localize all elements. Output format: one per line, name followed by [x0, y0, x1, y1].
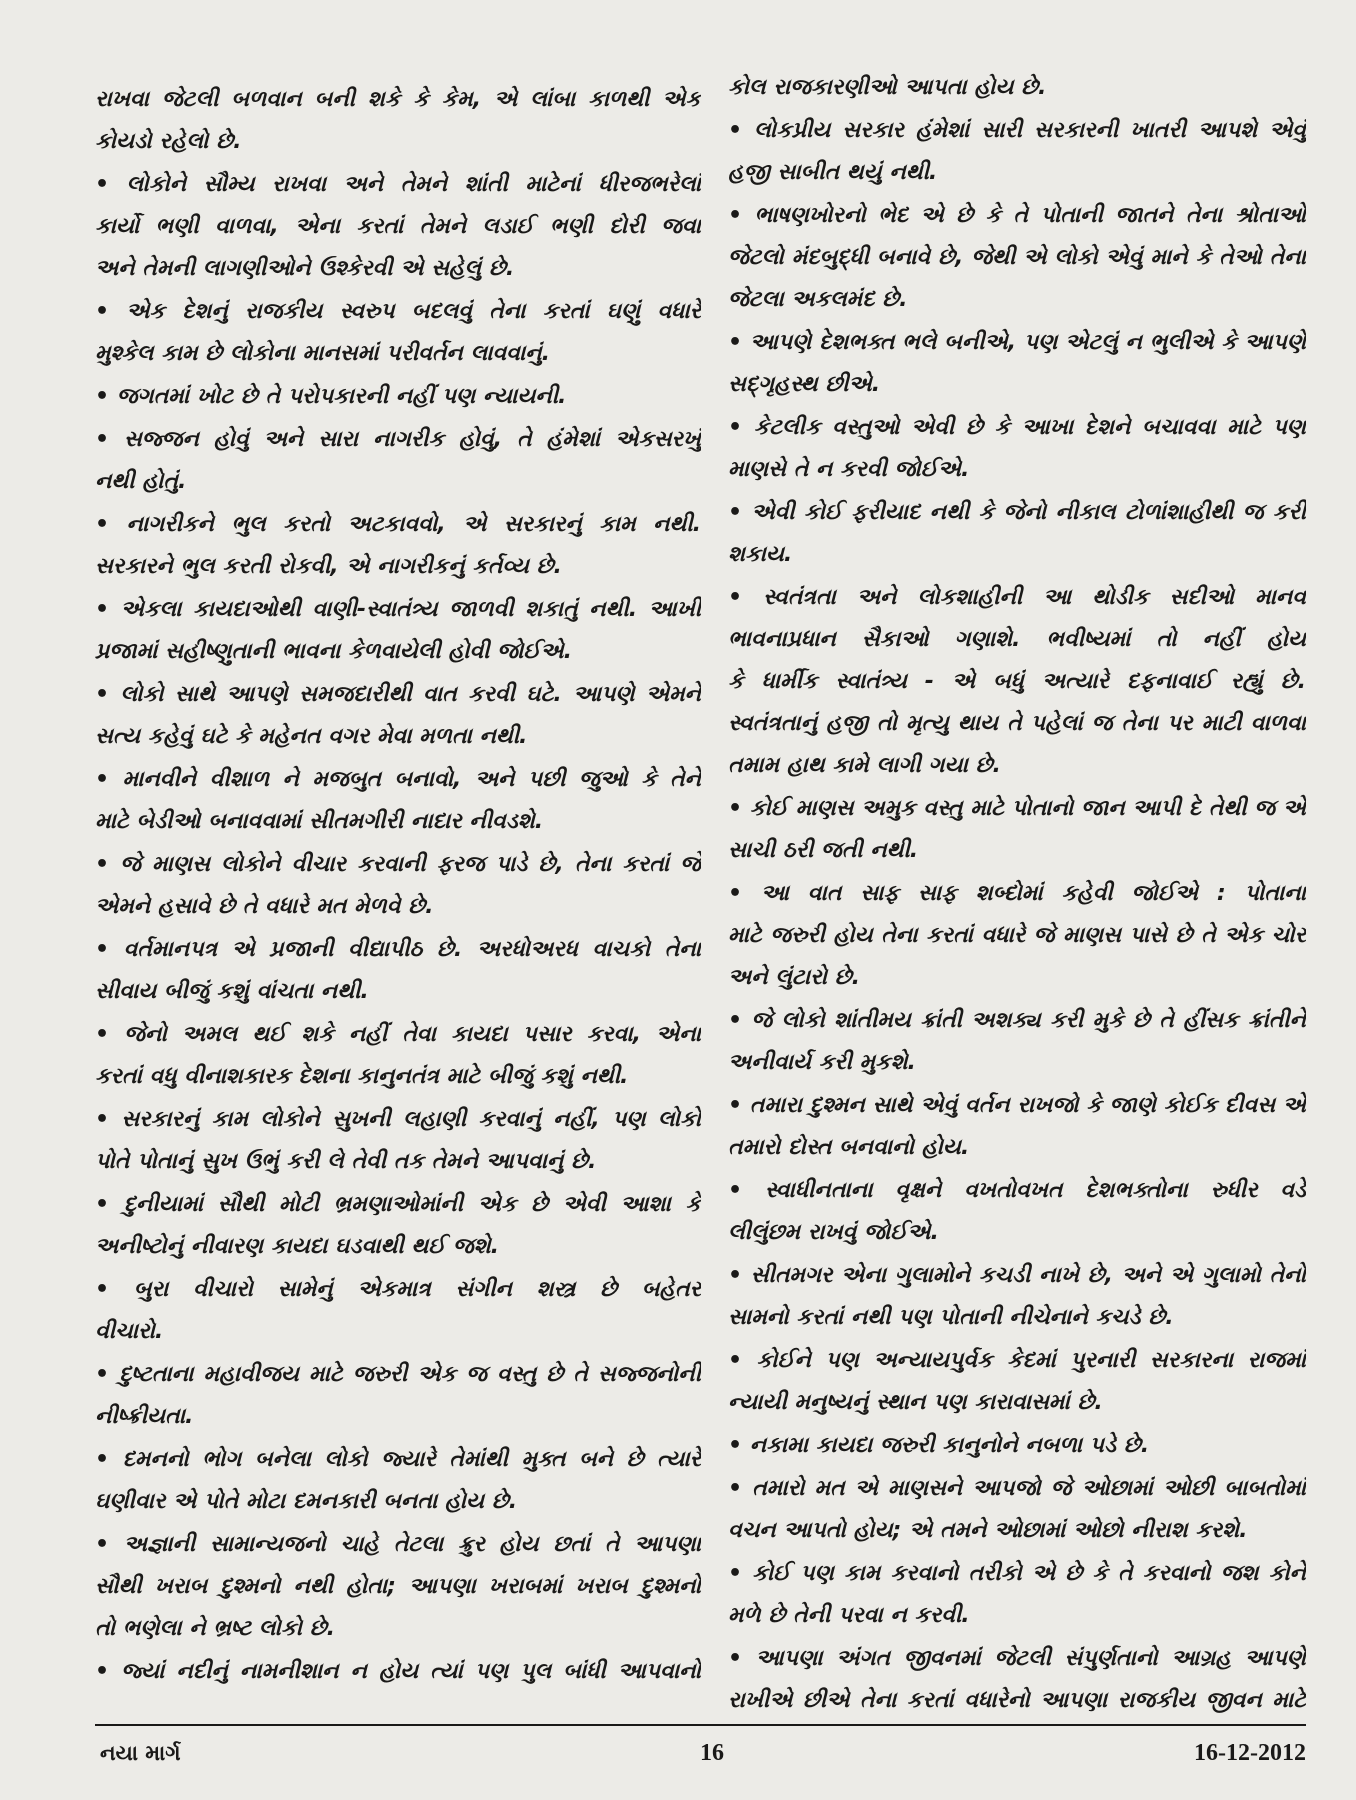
text-line: નીષ્ક્રીયતા. — [95, 1404, 194, 1429]
text-line: ભાવનાપ્રધાન સૈકાઓ ગણાશે. ભવીષ્યમાં તો નહીં હોય — [728, 627, 1306, 652]
text-line: સાચી ઠરી જતી નથી. — [728, 838, 919, 863]
text-line: • આપણે દેશભક્ત ભલે બનીએ, પણ એટલું ન ભુલીએ કે આપણે — [728, 330, 1306, 355]
text-line: પોતે પોતાનું સુખ ઉભું કરી લે તેવી તક તેમને આપવાનું છે. — [95, 1149, 597, 1174]
quote-paragraph — [728, 577, 1306, 787]
text-line: • સરકારનું કામ લોકોને સુખની લહાણી કરવાનું નહીં, પણ લોકો — [95, 1107, 701, 1132]
text-line: • નકામા કાયદા જરુરી કાનુનોને નબળા પડે છે. — [728, 1433, 1150, 1458]
quote-paragraph — [95, 1524, 701, 1650]
quote-paragraph — [728, 67, 1306, 109]
quote-paragraph — [728, 195, 1306, 321]
text-line: • સ્વતંત્રતા અને લોકશાહીની આ થોડીક સદીઓ માનવ — [728, 585, 1306, 610]
text-line: વીચારો. — [95, 1319, 164, 1344]
quote-paragraph — [95, 376, 701, 418]
quote-paragraph — [728, 1170, 1306, 1254]
text-line: માટે જરુરી હોય તેના કરતાં વધારે જે માણસ પાસે છે તે એક ચોર — [728, 923, 1306, 948]
text-line: • બુરા વીચારો સામેનું એકમાત્ર સંગીન શસ્ત્ર છે બહેતર — [95, 1277, 701, 1302]
text-line: કાર્યો ભણી વાળવા, એના કરતાં તેમને લડાઈ ભણી દોરી જવા — [95, 214, 701, 239]
quote-paragraph — [728, 407, 1306, 491]
text-line: લીલુંછમ રાખવું જોઈએ. — [728, 1220, 939, 1245]
text-line: જેટલો મંદબુદ્ધી બનાવે છે, જેથી એ લોકો એવું માને કે તેઓ તેના — [728, 245, 1306, 270]
issue-date: 16-12-2012 — [1194, 1740, 1306, 1766]
quote-paragraph — [728, 788, 1306, 872]
text-line: માણસે તે ન કરવી જોઈએ. — [728, 457, 970, 482]
text-line: • તમારા દુશ્મન સાથે એવું વર્તન રાખજો કે જાણે કોઈક દીવસ એ — [728, 1093, 1306, 1118]
text-line: • અજ્ઞાની સામાન્યજનો ચાહે તેટલા ક્રુર હોય છતાં તે આપણા — [95, 1532, 701, 1557]
text-line: એમને હસાવે છે તે વધારે મત મેળવે છે. — [95, 894, 434, 919]
quote-paragraph — [728, 1255, 1306, 1339]
text-line: • લોકપ્રીય સરકાર હંમેશાં સારી સરકારની ખાતરી આપશે એવું — [728, 118, 1306, 143]
text-line: • એવી કોઈ ફરીયાદ નથી કે જેનો નીકાલ ટોળાંશાહીથી જ કરી — [728, 500, 1306, 525]
text-line: • આપણા અંગત જીવનમાં જેટલી સંપુર્ણતાનો આગ્રહ આપણે — [728, 1646, 1306, 1671]
quote-paragraph — [95, 1014, 701, 1098]
text-line: • દુનીયામાં સૌથી મોટી ભ્રમણાઓમાંની એક છે એવી આશા કે — [95, 1192, 701, 1217]
text-line: તો ભણેલા ને ભ્રષ્ટ લોકો છે. — [95, 1616, 335, 1641]
right-column — [728, 67, 1306, 1723]
text-line: હજી સાબીત થયું નથી. — [728, 160, 938, 185]
text-line: જેટલા અકલમંદ છે. — [728, 287, 908, 312]
quote-paragraph — [728, 1638, 1306, 1722]
footer-rule — [95, 1724, 1306, 1726]
text-line: કે ધાર્મીક સ્વાતંત્ર્ય - એ બધું અત્યારે દફનાવાઈ રહ્યું છે. — [728, 669, 1306, 694]
text-line: તમારો દોસ્ત બનવાનો હોય. — [728, 1135, 970, 1160]
quote-paragraph — [95, 1184, 701, 1268]
text-line: અનીષ્ટોનું નીવારણ કાયદા ઘડવાથી થઈ જશે. — [95, 1234, 500, 1259]
text-line: • કોઈ માણસ અમુક વસ્તુ માટે પોતાનો જાન આપી દે તેથી જ એ — [728, 796, 1306, 821]
quote-paragraph — [728, 1468, 1306, 1552]
text-line: • સીતમગર એના ગુલામોને કચડી નાખે છે, અને એ ગુલામો તેનો — [728, 1263, 1306, 1288]
quote-paragraph — [728, 1085, 1306, 1169]
text-line: • કેટલીક વસ્તુઓ એવી છે કે આખા દેશને બચાવવા માટે પણ — [728, 415, 1306, 440]
magazine-name: નયા માર્ગ — [100, 1741, 181, 1765]
text-line: કોયડો રહેલો છે. — [95, 129, 242, 154]
text-line: • નાગરીકને ભુલ કરતો અટકાવવો, એ સરકારનું કામ નથી. — [95, 512, 701, 537]
quote-paragraph — [95, 1439, 701, 1523]
quote-paragraph — [728, 110, 1306, 194]
text-line: અને તેમની લાગણીઓને ઉશ્કેરવી એ સહેલું છે. — [95, 256, 515, 281]
quote-paragraph — [728, 873, 1306, 999]
text-line: રાખવા જેટલી બળવાન બની શકે કે કેમ, એ લાંબા કાળથી એક — [95, 87, 701, 112]
quote-paragraph — [95, 1651, 701, 1693]
text-line: મળે છે તેની પરવા ન કરવી. — [728, 1603, 970, 1628]
text-line: • એક દેશનું રાજકીય સ્વરુપ બદલવું તેના કરતાં ઘણું વધારે — [95, 299, 701, 324]
quote-paragraph — [728, 1000, 1306, 1084]
quote-paragraph — [95, 504, 701, 588]
text-line: • સ્વાધીનતાના વૃક્ષને વખતોવખત દેશભક્તોના રુધીર વડે — [728, 1178, 1306, 1203]
quote-paragraph — [728, 492, 1306, 576]
text-line: અનીવાર્ય કરી મુકશે. — [728, 1050, 916, 1075]
text-line: • લોકોને સૌમ્ય રાખવા અને તેમને શાંતી માટેનાં ધીરજભરેલાં — [95, 172, 701, 197]
text-line: • જ્યાં નદીનું નામનીશાન ન હોય ત્યાં પણ પુલ બાંધી આપવાનો — [95, 1659, 701, 1684]
text-line: સદ્ગૃહસ્થ છીએ. — [728, 372, 881, 397]
text-line: • કોઈ પણ કામ કરવાનો તરીકો એ છે કે તે કરવાનો જશ કોને — [728, 1561, 1306, 1586]
text-line: સીવાય બીજું કશું વાંચતા નથી. — [95, 979, 369, 1004]
page-number: 16 — [700, 1740, 724, 1766]
text-line: • દમનનો ભોગ બનેલા લોકો જ્યારે તેમાંથી મુક્ત બને છે ત્યારે — [95, 1447, 701, 1472]
quote-paragraph — [95, 674, 701, 758]
quote-paragraph — [95, 759, 701, 843]
quote-paragraph — [95, 1354, 701, 1438]
quote-paragraph — [95, 164, 701, 290]
text-line: સરકારને ભુલ કરતી રોકવી, એ નાગરીકનું કર્તવ્ય છે. — [95, 554, 562, 579]
quote-paragraph — [95, 844, 701, 928]
text-line: • સજ્જન હોવું અને સારા નાગરીક હોવું, તે હંમેશાં એકસરખું — [95, 427, 701, 452]
text-line: માટે બેડીઓ બનાવવામાં સીતમગીરી નાદાર નીવડશે. — [95, 809, 544, 834]
quote-paragraph — [95, 589, 701, 673]
text-line: કરતાં વધુ વીનાશકારક દેશના કાનુનતંત્ર માટે બીજું કશું નથી. — [95, 1064, 629, 1089]
text-line: • લોકો સાથે આપણે સમજદારીથી વાત કરવી ઘટે. આપણે એમને — [95, 682, 701, 707]
text-line: • એકલા કાયદાઓથી વાણી-સ્વાતંત્ર્ય જાળવી શકાતું નથી. આખી — [95, 597, 701, 622]
text-line: તમામ હાથ કામે લાગી ગયા છે. — [728, 753, 1001, 778]
text-line: અને લુંટારો છે. — [728, 965, 860, 990]
quote-paragraph — [95, 291, 701, 375]
text-line: • કોઈને પણ અન્યાયપુર્વક કેદમાં પુરનારી સરકારના રાજમાં — [728, 1348, 1306, 1373]
text-line: વચન આપતો હોય; એ તમને ઓછામાં ઓછો નીરાશ કરશે. — [728, 1518, 1248, 1543]
quote-paragraph — [728, 1340, 1306, 1424]
text-line: સામનો કરતાં નથી પણ પોતાની નીચેનાને કચડે છે. — [728, 1305, 1174, 1330]
quote-paragraph — [95, 1269, 701, 1353]
text-line: • જે લોકો શાંતીમય ક્રાંતી અશક્ય કરી મુકે છે તે હીંસક ક્રાંતીને — [728, 1008, 1306, 1033]
quote-paragraph — [95, 1099, 701, 1183]
text-line: મુશ્કેલ કામ છે લોકોના માનસમાં પરીવર્તન લાવવાનું. — [95, 341, 551, 366]
text-line: સૌથી ખરાબ દુશ્મનો નથી હોતા; આપણા ખરાબમાં ખરાબ દુશ્મનો — [95, 1574, 701, 1599]
quote-paragraph — [728, 1553, 1306, 1637]
quote-paragraph — [728, 322, 1306, 406]
text-line: શકાય. — [728, 542, 793, 567]
text-line: રાખીએ છીએ તેના કરતાં વધારેનો આપણા રાજકીય જીવન માટે — [728, 1688, 1306, 1713]
text-line: • તમારો મત એ માણસને આપજો જે ઓછામાં ઓછી બાબતોમાં — [728, 1476, 1306, 1501]
text-line: કોલ રાજકારણીઓ આપતા હોય છે. — [728, 75, 1047, 100]
text-line: • જે માણસ લોકોને વીચાર કરવાની ફરજ પાડે છે, તેના કરતાં જે — [95, 852, 701, 877]
text-line: પ્રજામાં સહીષ્ણુતાની ભાવના કેળવાયેલી હોવી જોઈએ. — [95, 639, 572, 664]
text-line: સત્ય કહેવું ઘટે કે મહેનત વગર મેવા મળતા નથી. — [95, 724, 528, 749]
text-line: નથી હોતું. — [95, 469, 187, 494]
text-line: • ભાષણખોરનો ભેદ એ છે કે તે પોતાની જાતને તેના શ્રોતાઓ — [728, 203, 1306, 228]
text-line: • માનવીને વીશાળ ને મજબુત બનાવો, અને પછી જુઓ કે તેને — [95, 767, 701, 792]
quote-paragraph — [95, 419, 701, 503]
text-line: સ્વતંત્રતાનું હજી તો મૃત્યુ થાય તે પહેલાં જ તેના પર માટી વાળવા — [728, 711, 1306, 736]
text-line: • વર્તમાનપત્ર એ પ્રજાની વીદ્યાપીઠ છે. અરધોઅરધ વાચકો તેના — [95, 937, 701, 962]
text-line: • દુષ્ટતાના મહાવીજય માટે જરુરી એક જ વસ્તુ છે તે સજ્જનોની — [95, 1362, 701, 1387]
left-column — [95, 79, 701, 1694]
text-line: ન્યાયી મનુષ્યનું સ્થાન પણ કારાવાસમાં છે. — [728, 1390, 1103, 1415]
text-line: ઘણીવાર એ પોતે મોટા દમનકારી બનતા હોય છે. — [95, 1489, 518, 1514]
quote-paragraph — [95, 929, 701, 1013]
text-line: • આ વાત સાફ સાફ શબ્દોમાં કહેવી જોઈએ : પોતાના — [728, 881, 1306, 906]
text-line: • જેનો અમલ થઈ શકે નહીં તેવા કાયદા પસાર કરવા, એના — [95, 1022, 701, 1047]
quote-paragraph — [95, 79, 701, 163]
quote-paragraph — [728, 1425, 1306, 1467]
text-line: • જગતમાં ખોટ છે તે પરોપકારની નહીં પણ ન્યાયની. — [95, 384, 567, 409]
